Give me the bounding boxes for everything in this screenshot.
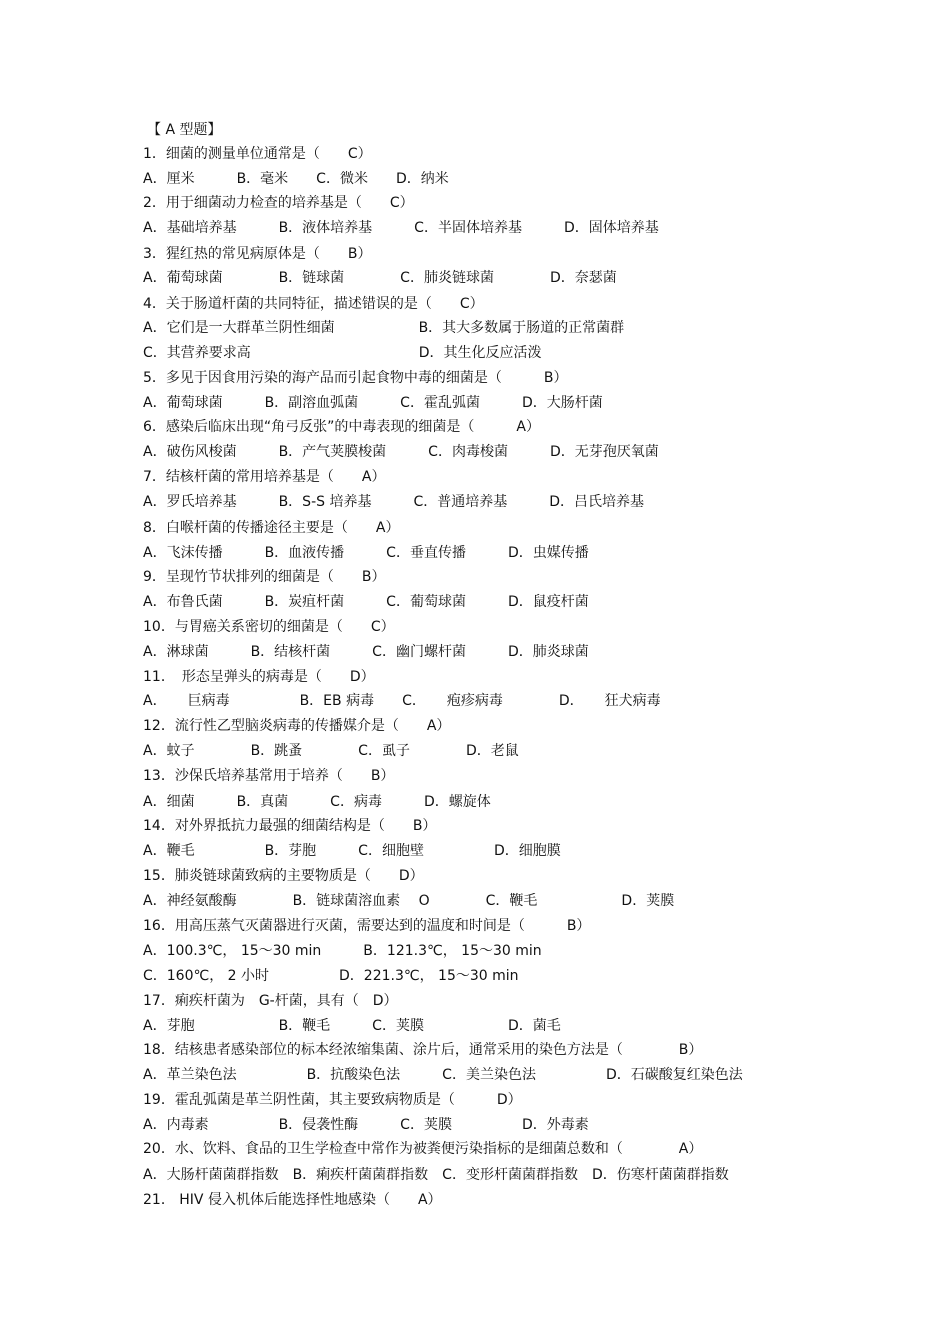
answer-options-line: A．它们是一大群革兰阴性细菌 B．其大多数属于肠道的正常菌群 [143, 320, 625, 336]
answer-options-line: A．内毒素 B．侵袭性酶 C．荚膜 D．外毒素 [143, 1117, 589, 1133]
answer-options-line: A．细菌 B．真菌 C．病毒 D．螺旋体 [143, 794, 491, 810]
answer-options-line: A．大肠杆菌菌群指数 B．痢疾杆菌菌群指数 C．变形杆菌菌群指数 D．伤寒杆菌菌群指数 [143, 1167, 729, 1183]
question-line: 5．多见于因食用污染的海产品而引起食物中毒的细菌是（ B） [143, 370, 568, 386]
question-line: 15．肺炎链球菌致病的主要物质是（ D） [143, 868, 424, 884]
question-line: 12．流行性乙型脑炎病毒的传播媒介是（ A） [143, 718, 451, 734]
question-line: 21． HIV 侵入机体后能选择性地感染（ A） [143, 1192, 442, 1208]
question-line: 20．水、饮料、食品的卫生学检查中常作为被粪便污染指标的是细菌总数和（ A） [143, 1141, 703, 1157]
answer-options-line: A．厘米 B．毫米 C．微米 D．纳米 [143, 171, 449, 187]
answer-options-line: A．布鲁氏菌 B．炭疽杆菌 C．葡萄球菌 D．鼠疫杆菌 [143, 594, 589, 610]
answer-options-line: A．基础培养基 B．液体培养基 C．半固体培养基 D．固体培养基 [143, 220, 659, 236]
question-line: 2．用于细菌动力检查的培养基是（ C） [143, 195, 414, 211]
answer-options-line: A．破伤风梭菌 B．产气荚膜梭菌 C．肉毒梭菌 D．无芽孢厌氧菌 [143, 444, 659, 460]
answer-options-line: A．葡萄球菌 B．副溶血弧菌 C．霍乱弧菌 D．大肠杆菌 [143, 395, 603, 411]
question-line: 7．结核杆菌的常用培养基是（ A） [143, 469, 386, 485]
answer-options-line: A． 巨病毒 B．EB 病毒 C． 疱疹病毒 D． 狂犬病毒 [143, 693, 661, 709]
question-line: 1．细菌的测量单位通常是（ C） [143, 146, 372, 162]
question-line: 9．呈现竹节状排列的细菌是（ B） [143, 569, 386, 585]
answer-options-line: A．芽胞 B．鞭毛 C．荚膜 D．菌毛 [143, 1018, 561, 1034]
question-line: 8．白喉杆菌的传播途径主要是（ A） [143, 520, 400, 536]
question-line: 6．感染后临床出现“角弓反张”的中毒表现的细菌是（ A） [143, 419, 540, 435]
question-line: 11． 形态呈弹头的病毒是（ D） [143, 669, 375, 685]
question-line: 18．结核患者感染部位的标本经浓缩集菌、涂片后，通常采用的染色方法是（ B） [143, 1042, 703, 1058]
answer-options-line: A．罗氏培养基 B．S-S 培养基 C．普通培养基 D．吕氏培养基 [143, 494, 645, 510]
answer-options-line: A．淋球菌 B．结核杆菌 C．幽门螺杆菌 D．肺炎球菌 [143, 644, 589, 660]
question-line: 10．与胃癌关系密切的细菌是（ C） [143, 619, 395, 635]
answer-options-line: A．飞沫传播 B．血液传播 C．垂直传播 D．虫媒传播 [143, 545, 589, 561]
question-line: 14．对外界抵抗力最强的细菌结构是（ B） [143, 818, 437, 834]
question-line: 3．猩红热的常见病原体是（ B） [143, 246, 372, 262]
question-line: 16．用高压蒸气灭菌器进行灭菌，需要达到的温度和时间是（ B） [143, 918, 591, 934]
question-line: 17．痢疾杆菌为 G-杆菌，具有（ D） [143, 993, 398, 1009]
answer-options-line: A．鞭毛 B．芽胞 C．细胞壁 D．细胞膜 [143, 843, 561, 859]
answer-options-line: A．蚊子 B．跳蚤 C．虱子 D．老鼠 [143, 743, 519, 759]
question-line: 4．关于肠道杆菌的共同特征，描述错误的是（ C） [143, 296, 484, 312]
answer-options-line: A．葡萄球菌 B．链球菌 C．肺炎链球菌 D．奈瑟菌 [143, 270, 617, 286]
answer-options-line: A．革兰染色法 B．抗酸染色法 C．美兰染色法 D．石碳酸复红染色法 [143, 1067, 743, 1083]
section-title: 【 A 型题】 [147, 122, 222, 138]
question-line: 13．沙保氏培养基常用于培养（ B） [143, 768, 395, 784]
answer-options-line: A．100.3℃， 15～30 min B．121.3℃， 15～30 min [143, 943, 542, 959]
question-line: 19．霍乱弧菌是革兰阴性菌，其主要致病物质是（ D） [143, 1092, 522, 1108]
answer-options-line: C．其营养要求高 D．其生化反应活泼 [143, 345, 542, 361]
answer-options-line: C．160℃， 2 小时 D．221.3℃， 15～30 min [143, 968, 519, 984]
answer-options-line: A．神经氨酸酶 B．链球菌溶血素 O C．鞭毛 D．荚膜 [143, 893, 675, 909]
